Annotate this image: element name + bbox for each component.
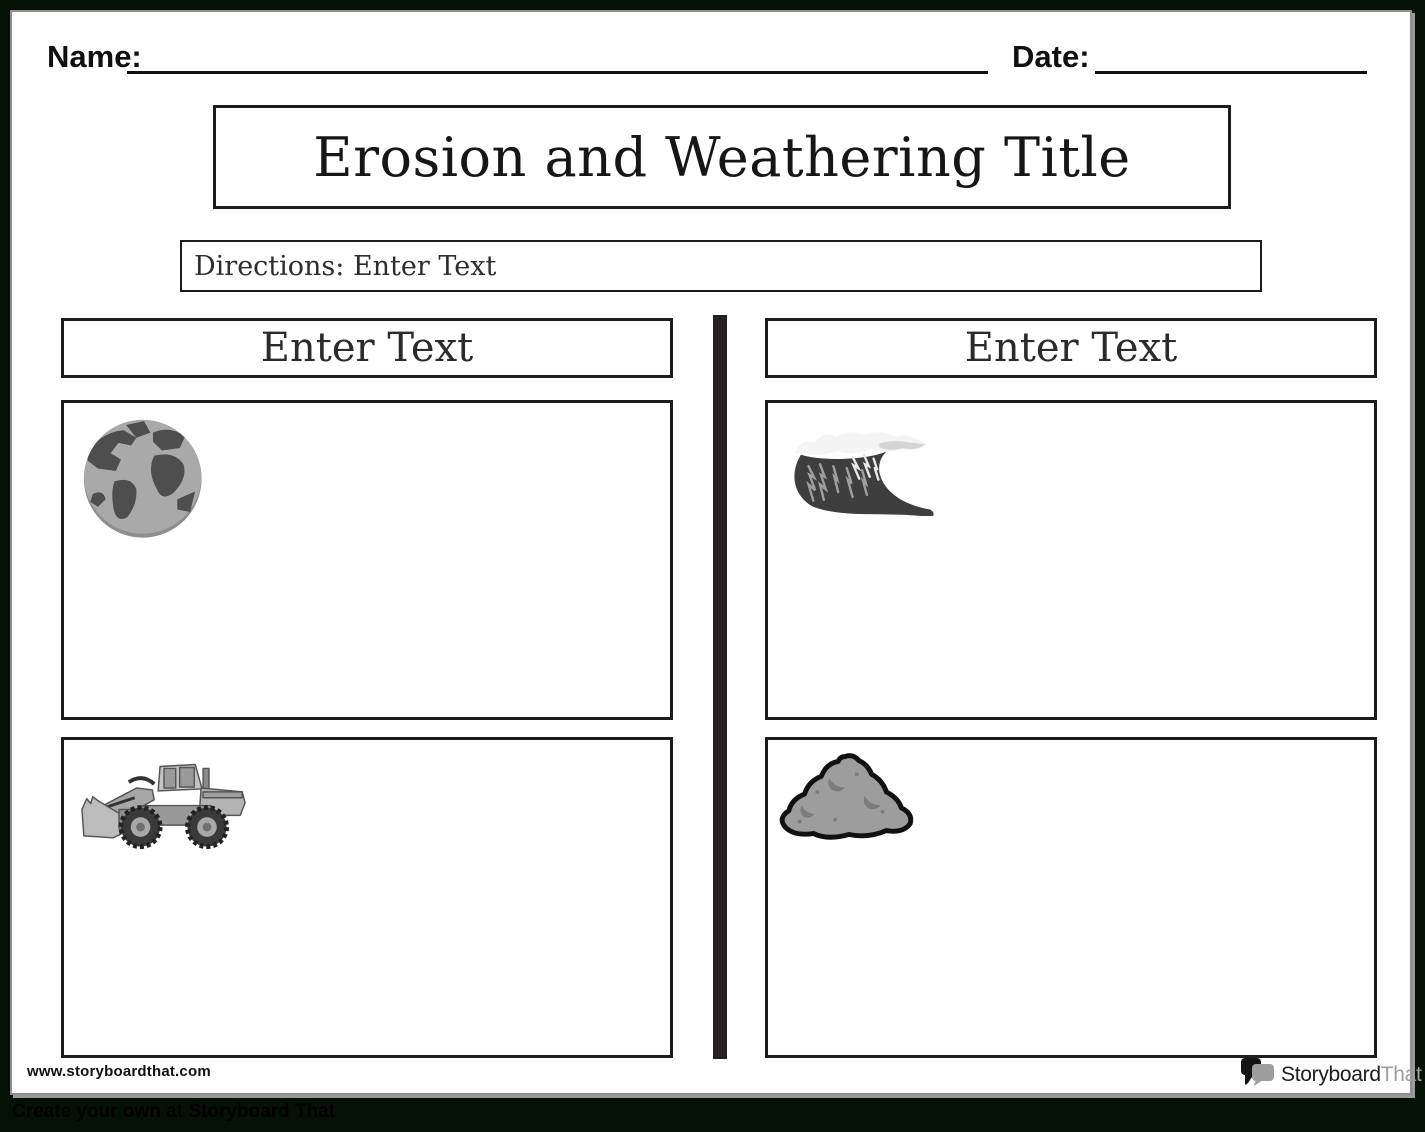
directions-box[interactable]: Directions: Enter Text [180, 240, 1262, 292]
name-input-line[interactable] [127, 71, 988, 74]
right-top-answer-panel[interactable] [765, 400, 1377, 720]
logo-wordmark [1281, 1063, 1422, 1087]
left-bottom-answer-panel[interactable] [61, 737, 673, 1058]
logo-text-gray: That [1380, 1062, 1422, 1086]
worksheet-page [10, 10, 1422, 1095]
left-column-header[interactable]: Enter Text [61, 318, 673, 378]
date-input-line[interactable] [1095, 71, 1367, 74]
logo-text-black: Storyboard [1281, 1062, 1381, 1086]
speech-bubbles-icon [1240, 1056, 1276, 1093]
name-label: Name: [47, 39, 142, 74]
date-label: Date: [1012, 39, 1090, 74]
create-your-own-banner: Create your own at Storyboard That [12, 1101, 336, 1122]
worksheet-title: Erosion and Weathering Title [313, 125, 1131, 189]
website-url: www.storyboardthat.com [27, 1063, 211, 1080]
left-top-answer-panel[interactable] [61, 400, 673, 720]
column-divider-bar [713, 315, 727, 1059]
earth-globe-icon [80, 417, 208, 548]
dirt-pile-icon [772, 750, 922, 849]
front-loader-icon [78, 757, 250, 865]
ocean-wave-icon [785, 428, 943, 521]
right-bottom-answer-panel[interactable] [765, 737, 1377, 1058]
storyboardthat-logo [1240, 1056, 1422, 1093]
right-column-header[interactable]: Enter Text [765, 318, 1377, 378]
title-box[interactable] [213, 105, 1231, 209]
